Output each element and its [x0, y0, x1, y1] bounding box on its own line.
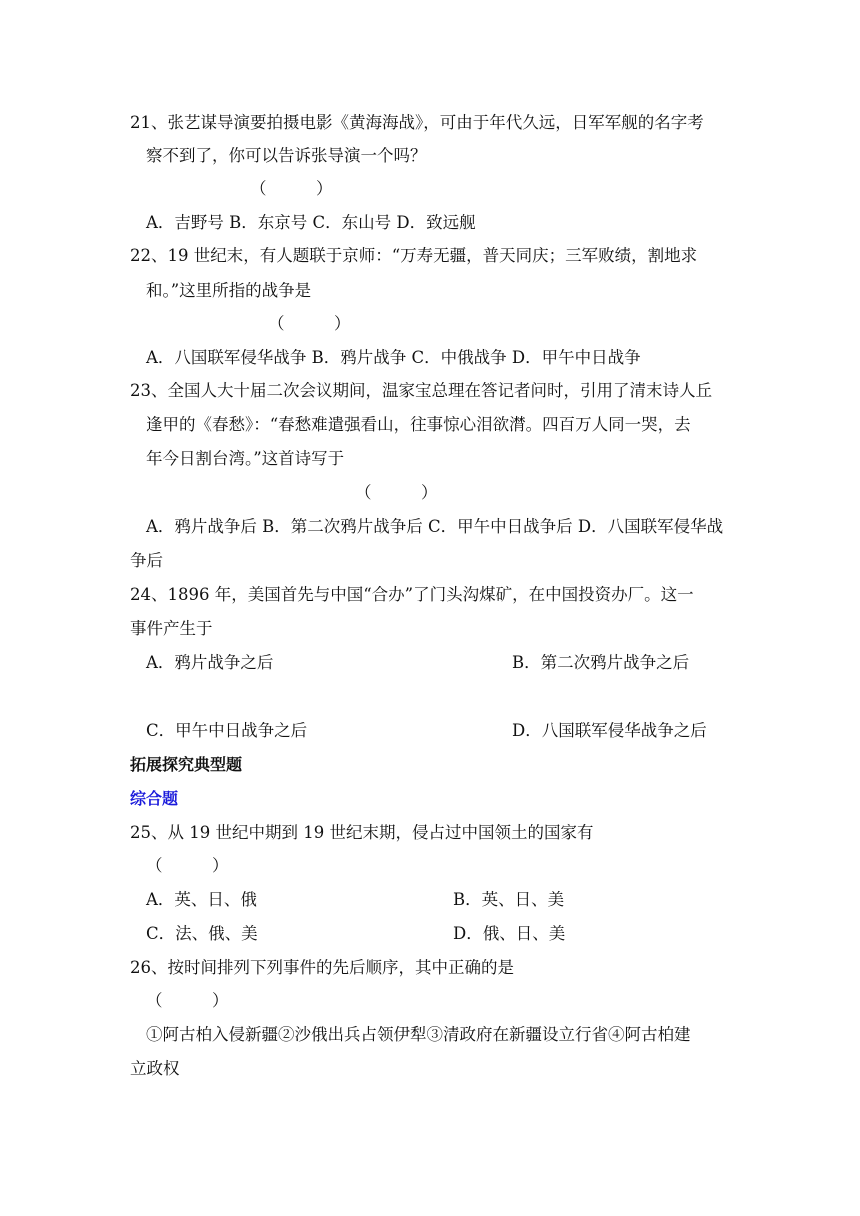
q24-stem-line2: 事件产生于 [130, 619, 213, 638]
q23-options-line2: 争后 [130, 551, 163, 570]
q23-stem-line3: 年今日割台湾。”这首诗写于 [146, 449, 345, 468]
q24-option-a: A．鸦片战争之后 [146, 653, 274, 672]
q26-stem: 26、按时间排列下列事件的先后顺序，其中正确的是 [130, 958, 514, 977]
subsection-title: 综合题 [130, 789, 179, 808]
q23-stem-line1: 23、全国人大十届二次会议期间，温家宝总理在答记者问时，引用了清末诗人丘 [130, 381, 712, 400]
q23-stem-line2: 逢甲的《春愁》：“春愁难遣强看山，往事惊心泪欲潸。四百万人同一哭，去 [146, 415, 691, 434]
q26-events-line1: ①阿古柏入侵新疆②沙俄出兵占领伊犁③清政府在新疆设立行省④阿古柏建 [146, 1025, 691, 1044]
q25-option-a: A．英、日、俄 [146, 890, 257, 909]
q25-option-c: C．法、俄、美 [146, 924, 258, 943]
q22-answer-paren: （ ） [268, 314, 351, 333]
q23-answer-paren: （ ） [355, 483, 438, 502]
section-title: 拓展探究典型题 [130, 755, 243, 774]
q22-options: A．八国联军侵华战争 B．鸦片战争 C．中俄战争 D．甲午中日战争 [146, 348, 641, 367]
q21-stem-line2: 察不到了，你可以告诉张导演一个吗？ [146, 146, 427, 165]
q25-option-d: D．俄、日、美 [453, 924, 566, 943]
q22-stem-line2: 和。”这里所指的战争是 [146, 281, 312, 300]
q25-answer-paren: （ ） [146, 856, 229, 875]
q25-option-b: B．英、日、美 [453, 890, 565, 909]
q26-answer-paren: （ ） [146, 991, 229, 1010]
q24-option-b: B．第二次鸦片战争之后 [512, 653, 690, 672]
q24-stem-line1: 24、1896 年，美国首先与中国“合办”了门头沟煤矿，在中国投资办厂。这一 [130, 585, 694, 604]
q24-option-c: C．甲午中日战争之后 [146, 721, 308, 740]
q22-stem-line1: 22、19 世纪末，有人题联于京师：“万寿无疆，普天同庆；三军败绩，割地求 [130, 246, 698, 265]
q21-answer-paren: （ ） [250, 179, 333, 198]
q21-stem-line1: 21、张艺谋导演要拍摄电影《黄海海战》，可由于年代久远，日军军舰的名字考 [130, 113, 704, 132]
q26-events-line2: 立政权 [130, 1059, 180, 1078]
q25-stem: 25、从 19 世纪中期到 19 世纪末期，侵占过中国领土的国家有 [130, 823, 594, 842]
q24-option-d: D．八国联军侵华战争之后 [512, 721, 707, 740]
q21-options: A．吉野号 B．东京号 C．东山号 D．致远舰 [146, 213, 476, 232]
q23-options-line1: A．鸦片战争后 B．第二次鸦片战争后 C．甲午中日战争后 D．八国联军侵华战 [146, 517, 724, 536]
